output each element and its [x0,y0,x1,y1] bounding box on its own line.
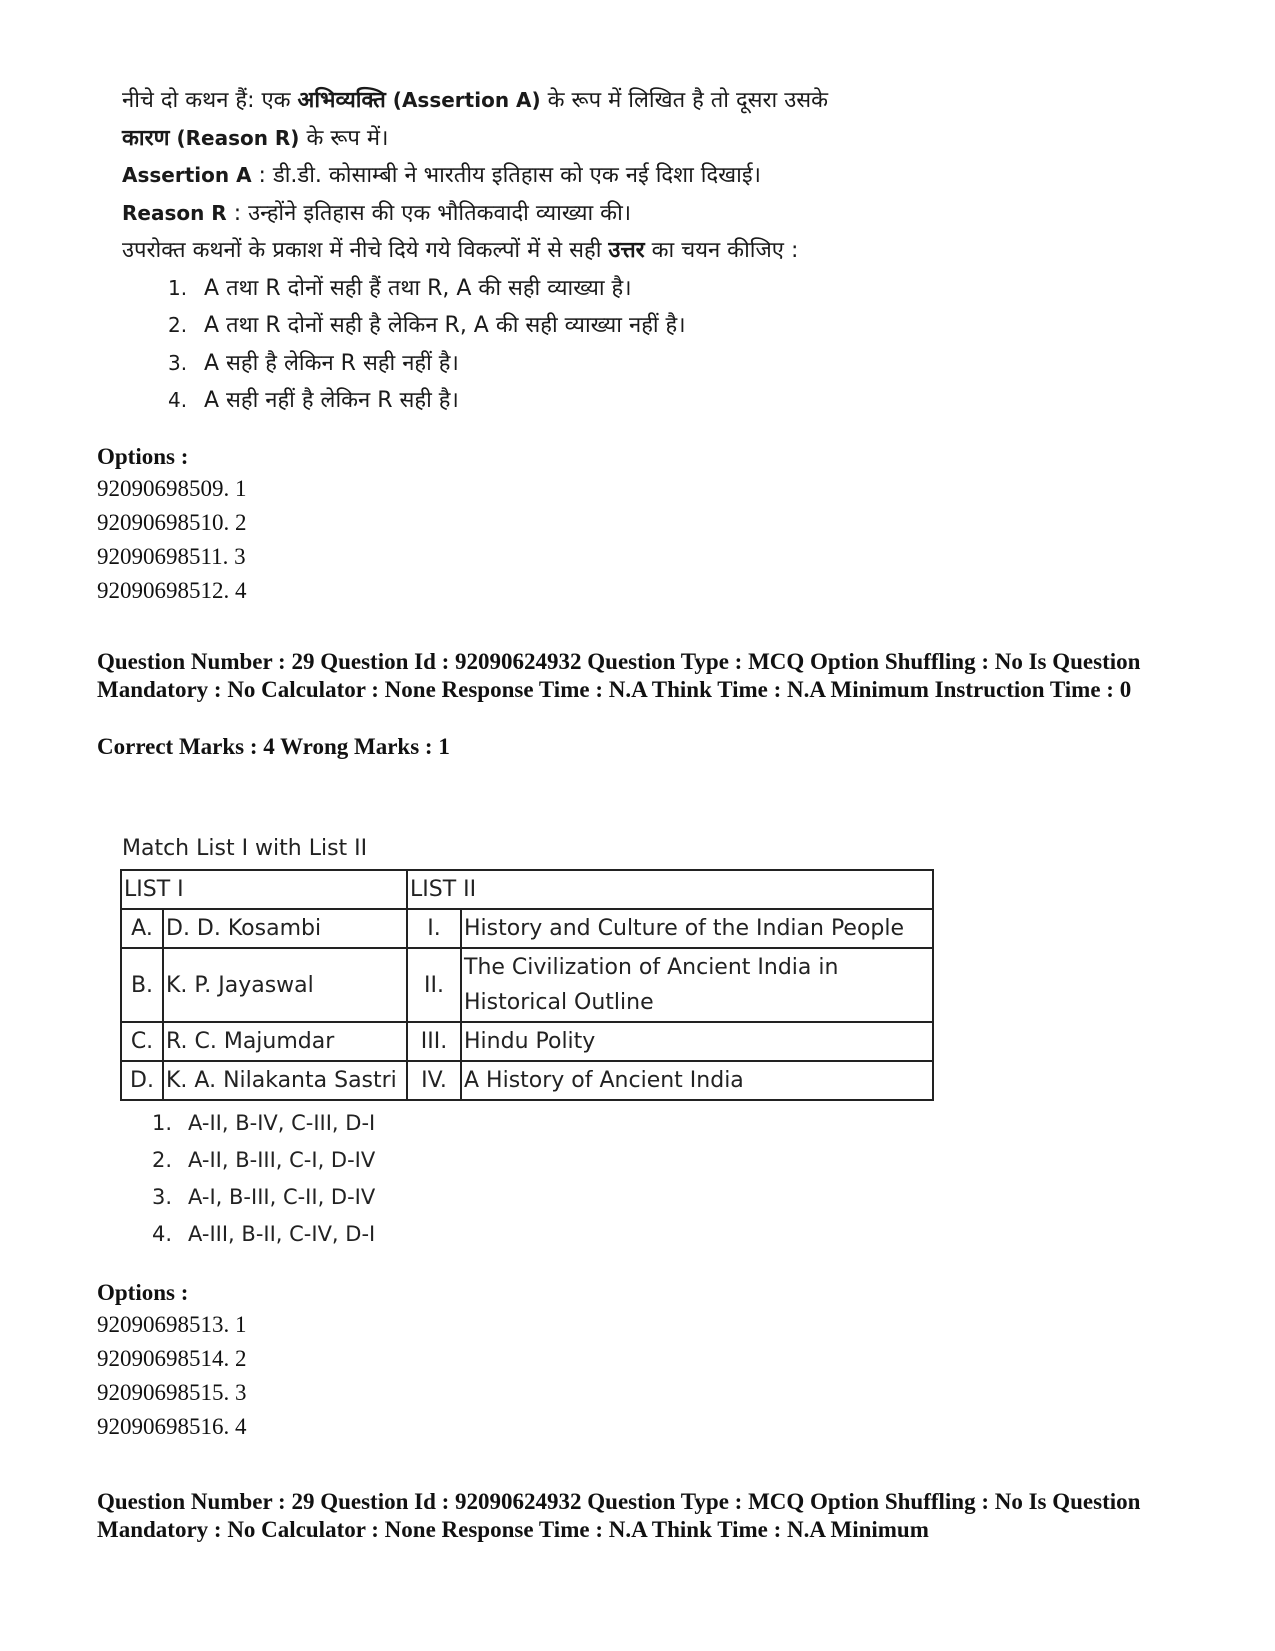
q1-instruction: उपरोक्त कथनों के प्रकाश में नीचे दिये गये विकल्पों में से सही उत्तर का चयन कीजिए : [122,238,799,263]
q1-reason: Reason R : उन्होंने इतिहास की एक भौतिकवादी व्याख्या की। [122,200,632,226]
work-title: Hindu Polity [461,1022,933,1061]
options-heading: Options : [97,444,189,469]
options-block-1 [97,443,247,608]
row-key: D. [121,1061,163,1100]
table-row [121,948,933,1022]
table-header-row [121,870,933,909]
historian-name: R. C. Majumdar [163,1022,407,1061]
work-key: III. [407,1022,461,1061]
options-heading: Options : [97,1280,189,1305]
marks-info: Correct Marks : 4 Wrong Marks : 1 [97,734,450,759]
q2-choice: 1. A-II, B-IV, C-III, D-I [152,1111,376,1135]
q1-choice-list [122,270,942,420]
historian-name: K. P. Jayaswal [163,948,407,1022]
list-1-header: LIST I [121,870,407,909]
options-list [97,1308,247,1444]
question-meta: Question Number : 29 Question Id : 92090624932 Question Type : MCQ Option Shuffling : No Is Question Mandatory : No Calculator : None Response Time : N.A Think Time : N.A Minimum Instruction Time : 0 [97,649,1141,702]
q1-line-2: कारण (Reason R) के रूप में। [122,125,389,151]
row-key: A. [121,909,163,948]
option-item: 92090698509. 1 [97,476,247,501]
work-title: History and Culture of the Indian People [461,909,933,948]
option-item: 92090698516. 4 [97,1414,247,1439]
option-item: 92090698510. 2 [97,510,247,535]
work-key: II. [407,948,461,1022]
q1-choice: 4. A सही नहीं है लेकिन R सही है। [168,388,459,413]
q2-choice: 3. A-I, B-III, C-II, D-IV [152,1185,376,1209]
q1-choice: 2. A तथा R दोनों सही है लेकिन R, A की सही व्याख्या नहीं है। [168,313,686,338]
options-block-2 [97,1279,247,1444]
q2-choice: 2. A-II, B-III, C-I, D-IV [152,1148,376,1172]
historian-name: K. A. Nilakanta Sastri [163,1061,407,1100]
table-row [121,1061,933,1100]
q1-line-1: नीचे दो कथन हैं: एक अभिव्यक्ति (Assertion A) के रूप में लिखित है तो दूसरा उसके [122,88,829,113]
question-meta: Question Number : 29 Question Id : 92090624932 Question Type : MCQ Option Shuffling : No Is Question Mandatory : No Calculator : None Response Time : N.A Think Time : N.A Minimum [97,1489,1141,1542]
options-list [97,472,247,608]
option-item: 92090698513. 1 [97,1312,247,1337]
q1-choice: 1. A तथा R दोनों सही हैं तथा R, A की सही व्याख्या है। [168,275,632,301]
option-item: 92090698512. 4 [97,578,247,603]
question-2-content [118,835,958,1253]
row-key: B. [121,948,163,1022]
option-item: 92090698515. 3 [97,1380,247,1405]
historian-name: D. D. Kosambi [163,909,407,948]
table-row [121,1022,933,1061]
q1-assertion: Assertion A : डी.डी. कोसाम्बी ने भारतीय इतिहास को एक नई दिशा दिखाई। [122,163,761,188]
row-key: C. [121,1022,163,1061]
question-1-content [122,82,942,420]
match-table [120,869,934,1101]
work-title: A History of Ancient India [461,1061,933,1100]
work-key: IV. [407,1061,461,1100]
match-intro: Match List I with List II [122,836,368,861]
q2-choice-list [118,1105,958,1253]
work-key: I. [407,909,461,948]
work-title: The Civilization of Ancient India in Historical Outline [461,948,933,1022]
list-2-header: LIST II [407,870,933,909]
table-row [121,909,933,948]
option-item: 92090698511. 3 [97,544,246,569]
q2-choice: 4. A-III, B-II, C-IV, D-I [152,1222,376,1246]
q1-choice: 3. A सही है लेकिन R सही नहीं है। [168,350,459,376]
option-item: 92090698514. 2 [97,1346,247,1371]
